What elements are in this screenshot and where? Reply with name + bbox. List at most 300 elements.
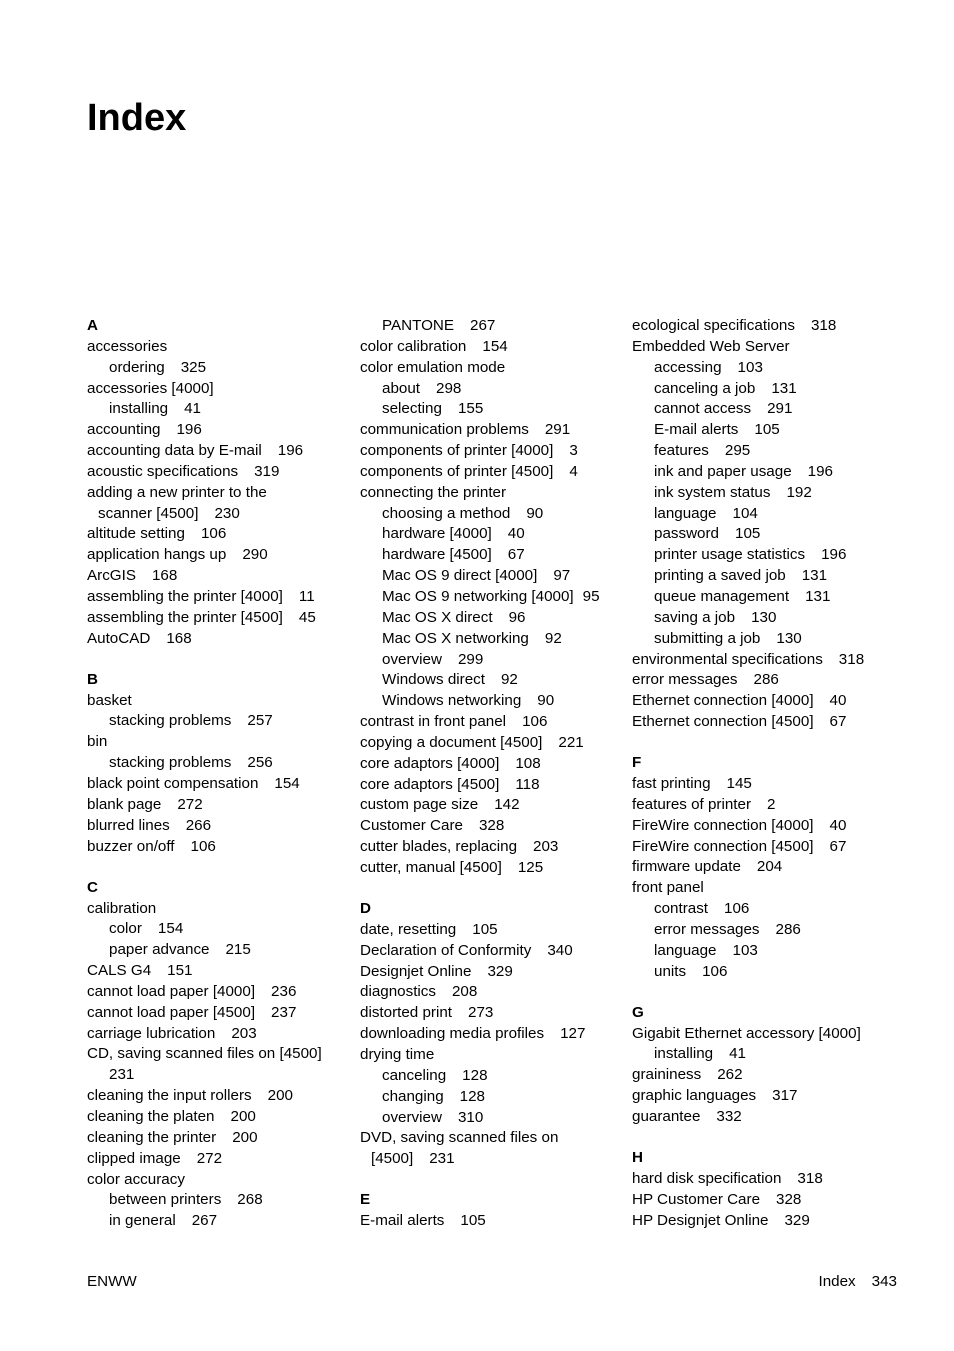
index-entry <box>87 1128 349 1149</box>
index-entry <box>632 670 902 691</box>
index-letter-heading: G <box>632 1003 644 1021</box>
index-page-ref: 118 <box>515 775 540 793</box>
index-page-ref: 196 <box>807 462 833 480</box>
index-entry <box>360 1045 622 1066</box>
section-spacer <box>87 857 349 877</box>
index-entry <box>632 1065 902 1086</box>
index-term: assembling the printer [4500] <box>87 608 283 626</box>
index-term: stacking problems <box>109 712 232 730</box>
index-page-ref: 41 <box>729 1045 747 1063</box>
index-subentry <box>360 1108 622 1129</box>
index-term: Ethernet connection [4000] <box>632 692 814 710</box>
index-term: Mac OS X direct <box>382 608 493 626</box>
index-entry <box>632 712 902 733</box>
index-term: CALS G4 <box>87 962 152 980</box>
index-entry <box>87 566 349 587</box>
index-page-ref: 105 <box>735 525 761 543</box>
index-entry <box>632 337 902 358</box>
index-entry <box>87 629 349 650</box>
index-entry <box>360 837 622 858</box>
index-page-ref: 95 <box>582 587 600 605</box>
index-subentry <box>360 1066 622 1087</box>
index-term: changing <box>382 1087 444 1105</box>
index-entry-continuation <box>87 504 349 525</box>
index-entry <box>87 774 349 795</box>
section-spacer <box>87 650 349 670</box>
index-term: E-mail alerts <box>360 1212 445 1230</box>
index-page-ref: 203 <box>533 838 559 856</box>
index-page-ref: 328 <box>776 1190 802 1208</box>
index-subentry <box>360 524 622 545</box>
index-page-ref: 154 <box>274 775 300 793</box>
index-page-ref: 106 <box>190 837 216 855</box>
index-term: canceling a job <box>654 379 756 397</box>
index-page-ref: 127 <box>560 1025 586 1043</box>
index-subentry <box>632 358 902 379</box>
index-term: diagnostics <box>360 983 436 1001</box>
index-entry <box>632 1024 902 1045</box>
index-subentry <box>632 524 902 545</box>
index-page-ref: 154 <box>482 337 508 355</box>
index-entry-continuation <box>360 1149 622 1170</box>
index-subentry <box>632 941 902 962</box>
index-term: installing <box>654 1045 714 1063</box>
index-term: HP Customer Care <box>632 1190 761 1208</box>
index-entry <box>632 650 902 671</box>
index-page-ref: 317 <box>772 1087 798 1105</box>
index-term: altitude setting <box>87 525 185 543</box>
index-page-ref: 340 <box>547 941 573 959</box>
index-page-ref: 298 <box>436 379 462 397</box>
index-page-ref: 128 <box>459 1087 485 1105</box>
index-column-2 <box>360 316 622 1232</box>
index-page-ref: 45 <box>298 608 316 626</box>
index-subentry <box>87 919 349 940</box>
index-entry <box>632 1086 902 1107</box>
index-subentry <box>360 379 622 400</box>
index-term: language <box>654 941 717 959</box>
index-term: adding a new printer to the <box>87 483 267 501</box>
index-entry <box>87 1086 349 1107</box>
index-term: Mac OS 9 networking [4000] <box>382 587 574 605</box>
index-page-ref: 200 <box>267 1087 293 1105</box>
index-entry <box>360 420 622 441</box>
index-subentry <box>360 691 622 712</box>
index-entry <box>632 774 902 795</box>
index-entry <box>360 795 622 816</box>
index-letter-heading: B <box>87 670 98 688</box>
index-term: custom page size <box>360 796 479 814</box>
index-page-ref: 106 <box>702 962 728 980</box>
index-page-ref: 236 <box>271 982 297 1000</box>
index-entry <box>87 1044 349 1065</box>
index-page-ref: 168 <box>166 629 192 647</box>
index-entry <box>360 858 622 879</box>
index-term: cannot load paper [4500] <box>87 1003 256 1021</box>
index-page-ref: 268 <box>237 1191 263 1209</box>
index-page-ref: 168 <box>151 567 178 585</box>
index-entry <box>360 712 622 733</box>
index-subentry <box>632 587 902 608</box>
index-page-ref: 272 <box>177 795 203 813</box>
index-page-ref: 103 <box>737 358 763 376</box>
index-entry <box>632 857 902 878</box>
index-term: front panel <box>632 879 704 897</box>
index-subentry <box>360 504 622 525</box>
index-page-ref: 318 <box>797 1169 823 1187</box>
index-term: Customer Care <box>360 817 463 835</box>
index-term: accessories <box>87 337 168 355</box>
index-page-ref: 273 <box>468 1004 494 1022</box>
index-term: Designjet Online <box>360 962 472 980</box>
index-term: connecting the printer <box>360 483 507 501</box>
index-subentry <box>360 587 622 608</box>
index-page-ref: 11 <box>298 587 315 605</box>
index-subentry <box>87 399 349 420</box>
index-page-ref: 105 <box>754 421 780 439</box>
index-entry <box>87 1107 349 1128</box>
index-term: basket <box>87 691 132 709</box>
index-page-ref: 325 <box>180 358 207 376</box>
section-spacer <box>632 1128 902 1148</box>
index-entry <box>87 1170 349 1191</box>
index-term: hard disk specification <box>632 1169 782 1187</box>
index-page-ref: 286 <box>775 920 801 938</box>
index-term: stacking problems <box>109 754 232 772</box>
index-term: Windows networking <box>382 692 522 710</box>
index-entry <box>632 1169 902 1190</box>
index-subentry <box>360 670 622 691</box>
index-page-ref: 67 <box>829 713 847 731</box>
index-page-ref: 200 <box>232 1128 258 1146</box>
index-subentry <box>360 650 622 671</box>
index-subentry <box>87 358 349 379</box>
index-term: environmental specifications <box>632 650 823 668</box>
index-entry <box>87 1024 349 1045</box>
footer-page-number: 343 <box>871 1273 897 1290</box>
index-entry <box>360 1024 622 1045</box>
index-page-ref: 4 <box>569 462 578 480</box>
index-page-ref: 215 <box>225 941 251 959</box>
index-entry <box>360 733 622 754</box>
index-entry <box>632 1190 902 1211</box>
index-term: between printers <box>109 1191 222 1209</box>
index-subentry <box>360 316 622 337</box>
index-entry <box>87 337 349 358</box>
index-term: PANTONE <box>382 317 455 334</box>
index-term: components of printer [4500] <box>360 462 554 480</box>
index-entry <box>87 837 349 858</box>
index-entry <box>87 462 349 483</box>
index-page-ref: 151 <box>167 962 193 980</box>
index-subentry <box>360 629 622 650</box>
index-term: HP Designjet Online <box>632 1211 769 1229</box>
index-term: color <box>109 920 142 938</box>
index-term: date, resetting <box>360 920 457 938</box>
index-entry <box>360 941 622 962</box>
index-term: carriage lubrication <box>87 1024 216 1042</box>
footer-right <box>819 1272 898 1292</box>
index-term: ordering <box>109 358 165 376</box>
index-term: components of printer [4000] <box>360 442 554 460</box>
index-page-ref: 106 <box>200 525 227 543</box>
index-page-ref: 291 <box>544 421 571 439</box>
index-entry <box>360 483 622 504</box>
index-subentry <box>632 920 902 941</box>
index-page-ref: 155 <box>457 400 484 418</box>
index-page-ref: 231 <box>109 1066 135 1084</box>
index-term: saving a job <box>654 608 736 626</box>
index-page-ref: 125 <box>517 858 544 876</box>
index-column-1 <box>87 316 349 1232</box>
index-term: overview <box>382 1108 442 1126</box>
index-entry <box>632 691 902 712</box>
index-page-ref: 203 <box>231 1024 257 1042</box>
index-entry <box>87 982 349 1003</box>
index-term: contrast <box>654 900 709 918</box>
index-term: Gigabit Ethernet accessory [4000] <box>632 1024 861 1042</box>
index-term: Mac OS X networking <box>382 629 529 647</box>
index-page-ref: 196 <box>821 546 847 564</box>
index-subentry <box>632 441 902 462</box>
index-entry <box>632 837 902 858</box>
index-page-ref: 92 <box>500 671 518 689</box>
index-term: graphic languages <box>632 1087 757 1105</box>
index-page-ref: 256 <box>247 754 273 772</box>
index-entry <box>87 691 349 712</box>
index-page-ref: 272 <box>196 1149 223 1167</box>
index-term: features <box>654 442 709 460</box>
index-term: communication problems <box>360 421 529 439</box>
index-entry <box>360 462 622 483</box>
index-entry <box>360 441 622 462</box>
index-page-ref: 104 <box>732 504 758 522</box>
index-page-ref: 196 <box>277 442 304 460</box>
index-term: Embedded Web Server <box>632 337 790 355</box>
index-subentry <box>632 462 902 483</box>
index-term: color emulation mode <box>360 358 506 376</box>
index-column-3 <box>632 316 902 1231</box>
index-page-ref: 131 <box>805 587 831 605</box>
index-term: units <box>654 962 687 980</box>
index-term: cleaning the input rollers <box>87 1087 252 1105</box>
footer-left-label: ENWW <box>87 1273 137 1290</box>
index-page-ref: 145 <box>726 775 752 793</box>
index-page-ref: 40 <box>507 525 525 543</box>
index-subentry <box>632 545 902 566</box>
index-entry <box>632 795 902 816</box>
index-term: hardware [4500] <box>382 546 492 564</box>
index-term: core adaptors [4500] <box>360 775 500 793</box>
index-page-ref: 92 <box>544 629 562 647</box>
index-page-ref: 108 <box>515 754 541 772</box>
index-entry <box>87 483 349 504</box>
index-entry <box>87 545 349 566</box>
index-page-ref: 192 <box>786 483 812 501</box>
index-subentry <box>87 753 349 774</box>
section-spacer <box>360 879 622 899</box>
index-entry <box>360 754 622 775</box>
index-term: buzzer on/off <box>87 837 175 855</box>
index-term: FireWire connection [4500] <box>632 837 814 855</box>
index-page-ref: 310 <box>457 1108 484 1126</box>
index-term: queue management <box>654 587 790 605</box>
index-term: ink and paper usage <box>654 462 792 480</box>
index-subentry <box>360 399 622 420</box>
index-term: downloading media profiles <box>360 1025 545 1043</box>
index-subentry <box>632 504 902 525</box>
index-term: cleaning the printer <box>87 1128 217 1146</box>
index-page-ref: 266 <box>185 816 212 834</box>
index-term: DVD, saving scanned files on <box>360 1129 559 1147</box>
index-page-ref: 90 <box>526 504 544 522</box>
index-subentry <box>632 962 902 983</box>
index-letter-heading: H <box>632 1149 643 1167</box>
index-page-ref: 154 <box>157 920 184 938</box>
index-term: ink system status <box>654 483 771 501</box>
index-entry <box>87 899 349 920</box>
index-subentry <box>632 1044 902 1065</box>
index-page-ref: 332 <box>716 1107 742 1125</box>
section-spacer <box>632 733 902 753</box>
index-page-ref: 267 <box>191 1212 218 1230</box>
index-entry <box>87 441 349 462</box>
index-page-ref: 295 <box>724 442 751 460</box>
index-page-ref: 262 <box>717 1066 743 1084</box>
index-entry <box>360 1211 622 1232</box>
index-subentry <box>360 545 622 566</box>
index-subentry <box>360 566 622 587</box>
index-term: E-mail alerts <box>654 421 739 439</box>
index-page-ref: 90 <box>537 692 555 710</box>
index-term: in general <box>109 1212 176 1230</box>
index-term: cleaning the platen <box>87 1107 215 1125</box>
index-term: canceling <box>382 1066 447 1084</box>
index-entry <box>87 587 349 608</box>
index-page-ref: 319 <box>254 462 280 480</box>
index-page-ref: 131 <box>771 379 797 397</box>
index-term: clipped image <box>87 1149 181 1167</box>
index-term: CD, saving scanned files on [4500] <box>87 1045 322 1063</box>
index-term: color accuracy <box>87 1170 185 1188</box>
index-term: application hangs up <box>87 546 227 564</box>
index-letter-heading: F <box>632 754 642 772</box>
index-page-ref: 230 <box>214 504 240 522</box>
index-term: FireWire connection [4000] <box>632 816 814 834</box>
index-page-ref: 290 <box>242 546 268 564</box>
index-entry <box>360 920 622 941</box>
index-term: paper advance <box>109 941 210 959</box>
index-page-ref: 257 <box>247 712 273 730</box>
index-page-ref: 106 <box>522 713 548 731</box>
index-page-ref: 97 <box>553 567 571 585</box>
index-page-ref: 103 <box>732 941 758 959</box>
index-page-ref: 142 <box>494 796 520 814</box>
index-page-ref: 67 <box>507 546 525 564</box>
index-subentry <box>632 420 902 441</box>
index-page-ref: 106 <box>724 900 750 918</box>
index-entry <box>360 775 622 796</box>
index-term: cannot access <box>654 400 752 418</box>
index-page-ref: 40 <box>829 692 847 710</box>
section-spacer <box>632 982 902 1002</box>
index-subentry <box>632 899 902 920</box>
index-term: Windows direct <box>382 671 485 689</box>
index-subentry <box>87 1211 349 1232</box>
index-page-ref: 318 <box>838 650 865 668</box>
index-subentry <box>87 940 349 961</box>
index-entry <box>87 816 349 837</box>
index-term: color calibration <box>360 337 467 355</box>
index-entry-continuation <box>87 1065 349 1086</box>
index-term: AutoCAD <box>87 629 151 647</box>
index-term: features of printer <box>632 795 752 813</box>
index-term: calibration <box>87 899 157 917</box>
index-page-ref: 237 <box>271 1003 297 1021</box>
index-term: bin <box>87 733 108 751</box>
index-subentry <box>87 1190 349 1211</box>
index-term: overview <box>382 650 442 668</box>
index-term: accounting <box>87 421 161 439</box>
index-page-ref: 130 <box>751 608 777 626</box>
index-page-ref: 2 <box>767 795 776 813</box>
index-term: blurred lines <box>87 816 170 834</box>
index-entry <box>87 379 349 400</box>
index-term: accounting data by E-mail <box>87 442 262 460</box>
index-page-ref: 200 <box>230 1107 256 1125</box>
index-entry <box>632 878 902 899</box>
index-subentry <box>632 399 902 420</box>
index-page-ref: 105 <box>460 1212 486 1230</box>
index-subentry <box>87 711 349 732</box>
index-entry <box>87 1003 349 1024</box>
index-entry <box>360 358 622 379</box>
index-entry <box>87 732 349 753</box>
index-term: acoustic specifications <box>87 462 239 480</box>
index-page-ref: 286 <box>753 671 779 689</box>
index-term: ArcGIS <box>87 567 136 585</box>
index-page-ref: 329 <box>487 962 513 980</box>
index-term: accessories [4000] <box>87 379 214 397</box>
index-term: cannot load paper [4000] <box>87 982 256 1000</box>
index-letter-heading: C <box>87 878 98 896</box>
index-term: printing a saved job <box>654 567 786 585</box>
index-term: cutter blades, replacing <box>360 838 518 856</box>
index-term: submitting a job <box>654 629 761 647</box>
index-term: language <box>654 504 717 522</box>
index-term: error messages <box>654 920 760 938</box>
index-entry <box>87 608 349 629</box>
index-term: Mac OS 9 direct [4000] <box>382 567 538 585</box>
index-page-ref: 67 <box>829 837 847 855</box>
index-term: accessing <box>654 358 722 376</box>
index-letter-heading: D <box>360 900 371 918</box>
index-page-ref: 105 <box>472 920 498 938</box>
section-spacer <box>360 1170 622 1190</box>
index-page-ref: 128 <box>462 1066 488 1084</box>
index-entry <box>360 982 622 1003</box>
index-entry <box>632 316 902 337</box>
index-term: graininess <box>632 1066 702 1084</box>
index-term: scanner [4500] <box>98 504 199 522</box>
index-term: [4500] <box>371 1150 414 1168</box>
index-page-ref: 130 <box>776 629 802 647</box>
index-subentry <box>632 629 902 650</box>
index-subentry <box>632 608 902 629</box>
index-term: firmware update <box>632 858 741 876</box>
index-page-ref: 291 <box>767 400 793 418</box>
index-subentry <box>360 1087 622 1108</box>
